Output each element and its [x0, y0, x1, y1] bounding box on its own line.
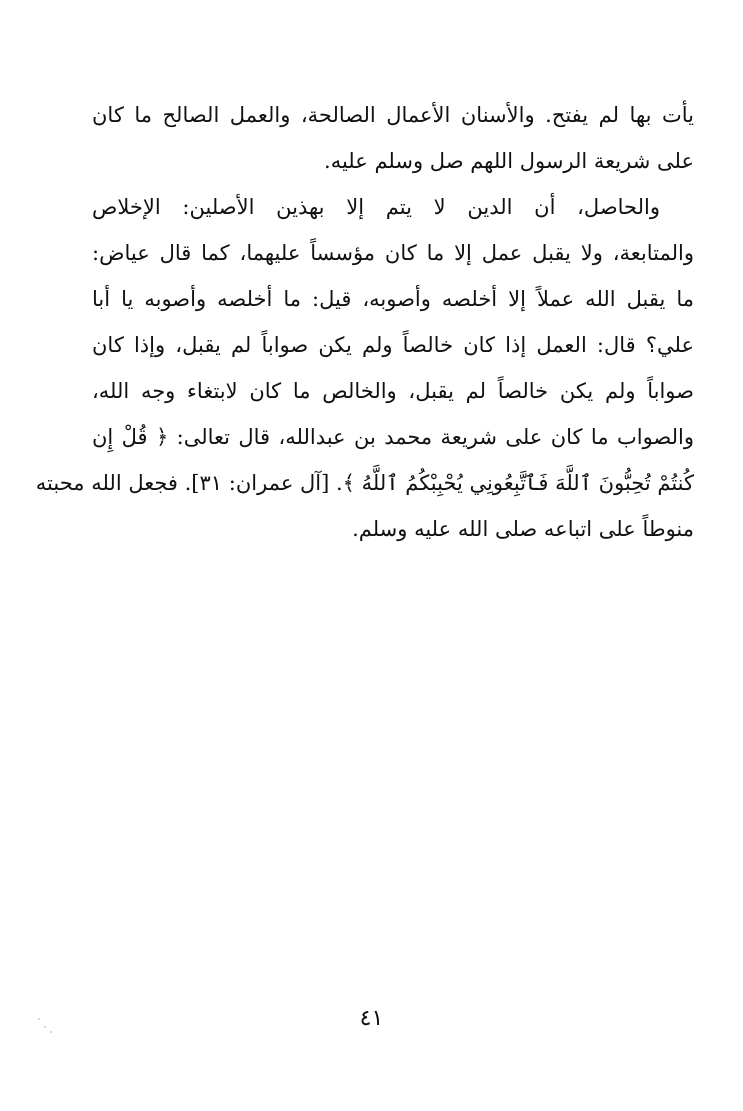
- text-line: منوطاً على اتباعه صلى الله عليه وسلم.: [352, 517, 694, 541]
- text-line: على شريعة الرسول اللهم صل وسلم عليه.: [324, 149, 694, 173]
- text-line: يأت بها لم يفتح. والأسنان الأعمال الصالحة، والعمل الصالح ما كان: [92, 103, 694, 127]
- quran-verse-line: كُنتُمْ تُحِبُّونَ ٱللَّهَ فَٱتَّبِعُونِي يُحْبِبْكُمُ ٱللَّهُ ﴾. [آل عمران: ٣١]. فجعل الله محبته: [35, 471, 694, 495]
- text-line: علي؟ قال: العمل إذا كان خالصاً ولم يكن صواباً لم يقبل، وإذا كان: [92, 333, 694, 357]
- scan-speck: [50, 1031, 52, 1033]
- text-line: والحاصل، أن الدين لا يتم إلا بهذين الأصلين: الإخلاص: [92, 195, 660, 219]
- text-line: صواباً ولم يكن خالصاً لم يقبل، والخالص ما كان لابتغاء وجه الله،: [92, 379, 694, 403]
- body-text: [35, 92, 694, 552]
- text-line: والمتابعة، ولا يقبل عمل إلا ما كان مؤسساً عليهما، كما قال عياض:: [92, 241, 694, 265]
- text-line: ما يقبل الله عملاً إلا أخلصه وأصوبه، قيل: ما أخلصه وأصوبه يا أبا: [92, 287, 694, 311]
- page-number: ٤١: [359, 1006, 384, 1031]
- scan-speck: [38, 1018, 40, 1020]
- scan-speck: [44, 1026, 46, 1028]
- text-line: والصواب ما كان على شريعة محمد بن عبدالله، قال تعالى: ﴿ قُلْ إِن: [92, 425, 694, 449]
